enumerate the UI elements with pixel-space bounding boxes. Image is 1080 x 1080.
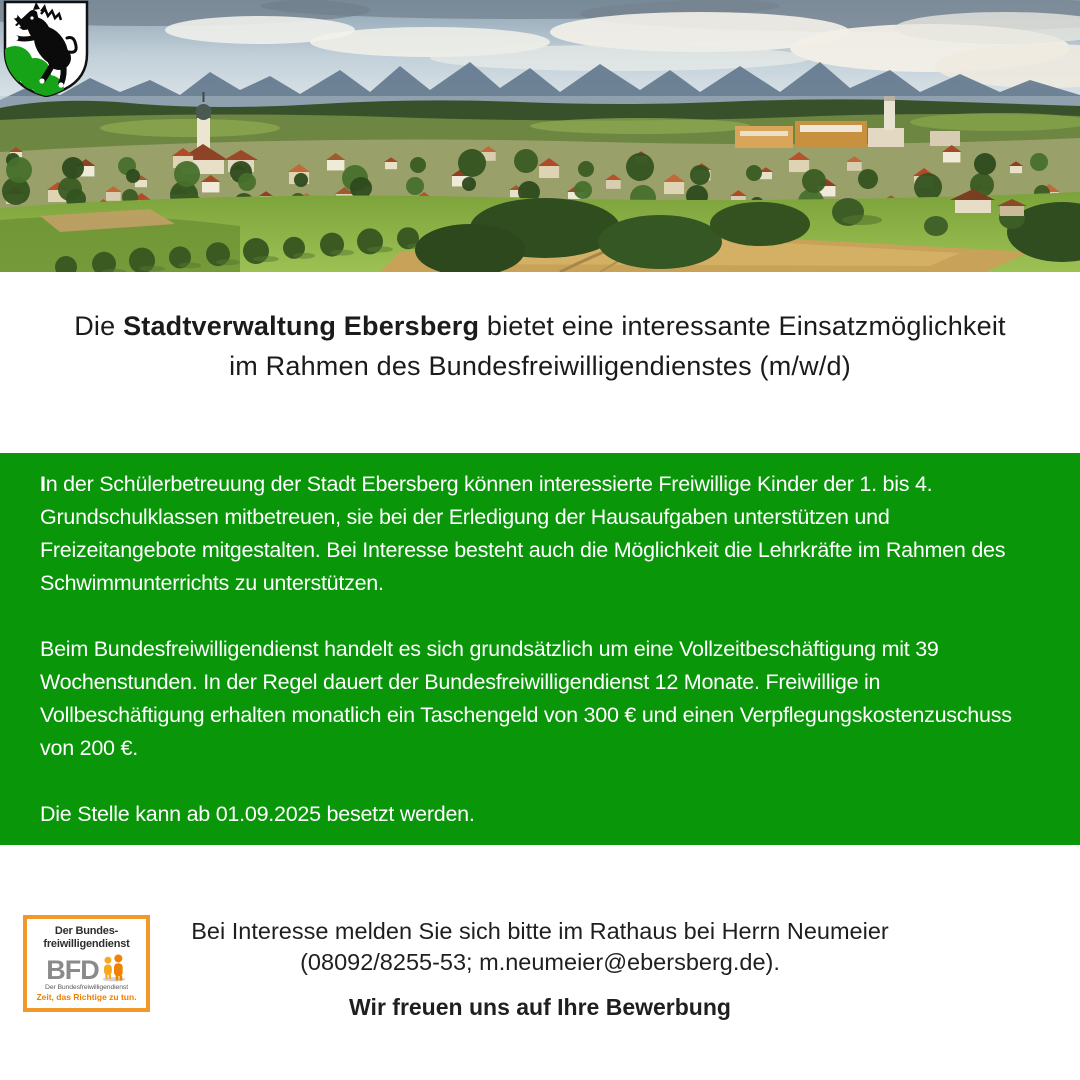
town-panorama-photo xyxy=(0,0,1080,272)
paragraph1-rest: n der Schülerbetreuung der Stadt Ebersberg können interessierte Freiwillige Kinder der 1. bis 4. Grundschulklassen mitbetreuen, sie bei der Erledigung der Hausaufgaben unterstützen und Freizeitangebote mitgestalten. Bei Interesse besteht auch die Möglichkeit die Lehrkräfte im Rahmen des Schwimmunterrichts zu unterstützen. xyxy=(40,472,1006,595)
bfd-logo-title-line2: freiwilligendienst xyxy=(43,938,130,950)
contact-line1: Bei Interesse melden Sie sich bitte im Rathaus bei Herrn Neumeier xyxy=(191,918,889,944)
ebersberg-coat-of-arms xyxy=(3,0,89,97)
paragraph-rahmenbedingungen: Beim Bundesfreiwilligendienst handelt es sich grundsätzlich um eine Vollzeitbeschäftigung mit 39 Wochenstunden. In der Regel dauert der Bundesfreiwilligendienst 12 Monate. Freiwillige in Vollbeschäftigung erhalten monatlich ein Taschengeld von 300 € und einen Verpflegungskostenzuschuss von 200 €. xyxy=(40,637,1012,760)
paragraph1-lead: I xyxy=(40,472,46,496)
headline-bold-org-name: Stadtverwaltung Ebersberg xyxy=(123,311,480,341)
contact-info xyxy=(0,916,1080,1023)
headline-line1 xyxy=(0,306,1080,346)
paragraph-startdatum: Die Stelle kann ab 01.09.2025 besetzt werden. xyxy=(40,802,475,826)
headline xyxy=(0,306,1080,386)
contact-line2: (08092/8255-53; m.neumeier@ebersberg.de). xyxy=(300,949,780,975)
paragraph-schuelerbetreuung xyxy=(40,468,1040,600)
boar-crest-icon xyxy=(3,0,89,97)
panorama-scene xyxy=(0,0,1080,272)
headline-suffix: bietet eine interessante Einsatzmöglichkeit xyxy=(479,311,1006,341)
closing-line: Wir freuen uns auf Ihre Bewerbung xyxy=(349,994,731,1020)
headline-prefix: Die xyxy=(74,311,124,341)
job-description-panel xyxy=(0,453,1080,845)
bfd-acronym: BFD xyxy=(46,955,99,985)
bfd-logo-title-line1: Der Bundes- xyxy=(54,925,119,937)
headline-line2: im Rahmen des Bundesfreiwilligendienstes (m/w/d) xyxy=(229,351,851,381)
bfd-logo-slogan: Zeit, das Richtige zu tun. xyxy=(36,992,137,1002)
bfd-logo-subtitle: Der Bundesfreiwilligendienst xyxy=(45,984,128,991)
